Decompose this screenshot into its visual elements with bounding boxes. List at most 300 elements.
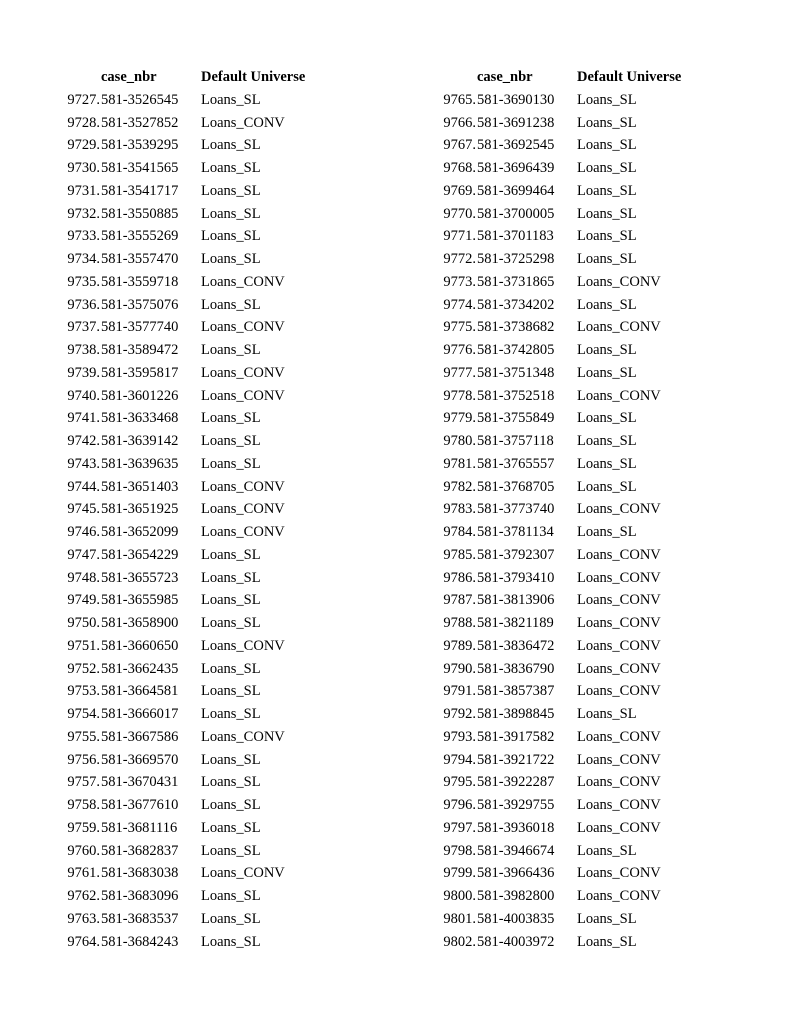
row-number: 9733.	[67, 228, 100, 245]
universe-cell: Loans_SL	[577, 91, 637, 108]
universe-cell: Loans_CONV	[577, 501, 661, 518]
table-row	[432, 840, 707, 863]
row-number: 9730.	[67, 160, 100, 176]
universe-cell: Loans_CONV	[201, 364, 285, 381]
table-row	[432, 612, 707, 635]
case-nbr-cell: 581-3701183	[477, 228, 554, 245]
universe-cell: Loans_SL	[201, 683, 261, 700]
universe-cell: Loans_CONV	[577, 273, 661, 290]
case-nbr-cell: 581-3681116	[101, 819, 178, 836]
row-number: 9798.	[443, 842, 476, 859]
row-number: 9770.	[443, 205, 476, 222]
universe-cell: Loans_CONV	[577, 615, 661, 631]
table-row	[432, 476, 707, 499]
right-table-body	[432, 89, 707, 954]
case-nbr-cell: 581-3633468	[101, 410, 179, 427]
table-row	[56, 840, 331, 863]
row-number: 9738.	[67, 342, 100, 358]
row-number: 9791.	[443, 683, 476, 700]
universe-cell: Loans_CONV	[577, 592, 661, 609]
row-number: 9795.	[443, 774, 476, 791]
row-number: 9727.	[67, 91, 100, 108]
universe-cell: Loans_SL	[201, 342, 261, 358]
table-row	[432, 544, 707, 567]
right-table	[432, 66, 707, 953]
row-number: 9744.	[67, 478, 100, 495]
universe-cell: Loans_SL	[201, 91, 261, 108]
row-number: 9794.	[443, 751, 476, 768]
row-number: 9728.	[67, 114, 100, 131]
case-nbr-cell: 581-3731865	[477, 273, 555, 290]
table-row	[56, 294, 331, 317]
universe-cell: Loans_SL	[201, 660, 261, 677]
row-number: 9772.	[443, 251, 476, 267]
table-row	[432, 362, 707, 385]
universe-cell: Loans_SL	[577, 524, 637, 540]
universe-cell: Loans_SL	[201, 819, 261, 836]
case-nbr-cell: 581-3652099	[101, 524, 179, 540]
universe-cell: Loans_CONV	[201, 319, 285, 336]
case-nbr-cell: 581-3541565	[101, 160, 179, 176]
case-nbr-cell: 581-3765557	[477, 455, 555, 472]
case-nbr-cell: 581-3725298	[477, 251, 555, 267]
universe-cell: Loans_CONV	[577, 819, 661, 836]
case-nbr-cell: 581-3559718	[101, 273, 179, 290]
row-number: 9734.	[67, 251, 100, 267]
row-number: 9792.	[443, 706, 476, 722]
row-number: 9784.	[443, 524, 476, 540]
row-number: 9742.	[67, 433, 100, 449]
table-row	[56, 453, 331, 476]
case-nbr-cell: 581-3670431	[101, 774, 179, 791]
case-nbr-cell: 581-3752518	[477, 387, 555, 404]
table-row	[56, 339, 331, 362]
table-row	[432, 567, 707, 590]
row-number: 9786.	[443, 569, 476, 586]
case-nbr-cell: 581-4003835	[477, 910, 555, 927]
case-nbr-cell: 581-3793410	[477, 569, 555, 586]
table-row	[56, 271, 331, 294]
case-nbr-cell: 581-3692545	[477, 137, 555, 154]
universe-cell: Loans_CONV	[201, 865, 285, 882]
row-number: 9783.	[443, 501, 476, 518]
case-nbr-cell: 581-3557470	[101, 251, 179, 267]
row-number: 9802.	[443, 933, 476, 950]
case-nbr-cell: 581-3601226	[101, 387, 179, 404]
case-nbr-cell: 581-3690130	[477, 91, 555, 108]
universe-cell: Loans_CONV	[577, 774, 661, 791]
universe-cell: Loans_CONV	[577, 728, 661, 745]
universe-cell: Loans_SL	[577, 114, 637, 131]
table-row	[56, 89, 331, 112]
row-number: 9779.	[443, 410, 476, 427]
row-number: 9740.	[67, 387, 100, 404]
universe-cell: Loans_CONV	[201, 114, 285, 131]
row-number-header	[56, 66, 101, 89]
universe-cell: Loans_SL	[577, 910, 637, 927]
table-row	[432, 885, 707, 908]
case-nbr-cell: 581-3651925	[101, 501, 179, 518]
row-number: 9739.	[67, 364, 100, 381]
case-nbr-cell: 581-3658900	[101, 615, 179, 631]
table-row	[432, 703, 707, 726]
case-nbr-cell: 581-3917582	[477, 728, 555, 745]
case-nbr-cell: 581-3550885	[101, 205, 179, 222]
table-row	[432, 589, 707, 612]
table-row	[432, 203, 707, 226]
universe-cell: Loans_CONV	[201, 478, 285, 495]
universe-cell: Loans_CONV	[577, 751, 661, 768]
row-number: 9781.	[443, 455, 476, 472]
case-nbr-cell: 581-3655985	[101, 592, 179, 609]
table-row	[56, 112, 331, 135]
case-nbr-cell: 581-3541717	[101, 182, 179, 199]
case-nbr-cell: 581-3575076	[101, 296, 179, 313]
case-nbr-cell: 581-3857387	[477, 683, 555, 700]
case-nbr-cell: 581-3683038	[101, 865, 179, 882]
table-row	[432, 749, 707, 772]
case-nbr-cell: 581-3742805	[477, 342, 555, 358]
table-row	[56, 407, 331, 430]
table-row	[56, 225, 331, 248]
row-number: 9760.	[67, 842, 100, 859]
universe-cell: Loans_SL	[201, 296, 261, 313]
case-nbr-cell: 581-3966436	[477, 865, 555, 882]
table-row	[432, 157, 707, 180]
table-row	[432, 180, 707, 203]
case-nbr-cell: 581-3836790	[477, 660, 555, 677]
table-row	[56, 157, 331, 180]
universe-cell: Loans_SL	[577, 410, 637, 427]
universe-cell: Loans_SL	[577, 160, 637, 176]
case-nbr-cell: 581-3555269	[101, 228, 179, 245]
case-nbr-cell: 581-3655723	[101, 569, 179, 586]
table-row	[56, 680, 331, 703]
table-row	[432, 316, 707, 339]
case-nbr-cell: 581-3654229	[101, 546, 179, 563]
case-nbr-header: case_nbr	[101, 69, 157, 85]
universe-cell: Loans_CONV	[577, 319, 661, 336]
row-number: 9796.	[443, 797, 476, 813]
table-row	[432, 453, 707, 476]
left-table-body	[56, 89, 331, 954]
case-nbr-cell: 581-4003972	[477, 933, 555, 950]
row-number: 9754.	[67, 706, 100, 722]
case-nbr-cell: 581-3664581	[101, 683, 179, 700]
table-row	[432, 112, 707, 135]
case-nbr-cell: 581-3683096	[101, 888, 179, 904]
case-nbr-cell: 581-3660650	[101, 637, 179, 654]
universe-cell: Loans_CONV	[201, 524, 285, 540]
row-number: 9793.	[443, 728, 476, 745]
default-universe-header: Default Universe	[577, 69, 682, 85]
table-row	[432, 794, 707, 817]
row-number: 9758.	[67, 797, 100, 813]
universe-cell: Loans_SL	[201, 546, 261, 563]
universe-cell: Loans_SL	[577, 205, 637, 222]
universe-cell: Loans_SL	[577, 251, 637, 267]
universe-cell: Loans_CONV	[577, 683, 661, 700]
row-number: 9753.	[67, 683, 100, 700]
case-nbr-cell: 581-3700005	[477, 205, 555, 222]
table-row	[56, 817, 331, 840]
table-row	[56, 771, 331, 794]
universe-cell: Loans_CONV	[577, 387, 661, 404]
universe-cell: Loans_SL	[201, 706, 261, 722]
universe-cell: Loans_SL	[201, 615, 261, 631]
universe-cell: Loans_SL	[201, 455, 261, 472]
case-nbr-cell: 581-3527852	[101, 114, 179, 131]
universe-cell: Loans_SL	[201, 251, 261, 267]
row-number: 9787.	[443, 592, 476, 609]
case-nbr-cell: 581-3738682	[477, 319, 555, 336]
case-nbr-cell: 581-3684243	[101, 933, 179, 950]
row-number: 9761.	[67, 865, 100, 882]
row-number: 9766.	[443, 114, 476, 131]
table-row	[56, 385, 331, 408]
case-nbr-cell: 581-3773740	[477, 501, 555, 518]
table-row	[432, 89, 707, 112]
table-row	[432, 680, 707, 703]
row-number: 9748.	[67, 569, 100, 586]
table-row	[56, 908, 331, 931]
row-number: 9763.	[67, 910, 100, 927]
case-nbr-cell: 581-3595817	[101, 364, 179, 381]
row-number: 9731.	[67, 182, 100, 199]
row-number: 9789.	[443, 637, 476, 654]
universe-cell: Loans_SL	[201, 160, 261, 176]
case-nbr-cell: 581-3669570	[101, 751, 179, 768]
case-nbr-cell: 581-3898845	[477, 706, 555, 722]
universe-cell: Loans_SL	[577, 933, 637, 950]
row-number: 9747.	[67, 546, 100, 563]
case-nbr-cell: 581-3813906	[477, 592, 555, 609]
case-nbr-cell: 581-3755849	[477, 410, 555, 427]
table-row	[432, 407, 707, 430]
row-number: 9790.	[443, 660, 476, 677]
row-number: 9743.	[67, 455, 100, 472]
table-row	[56, 794, 331, 817]
universe-cell: Loans_SL	[201, 910, 261, 927]
universe-cell: Loans_SL	[201, 774, 261, 791]
row-number: 9745.	[67, 501, 100, 518]
table-row	[56, 749, 331, 772]
universe-cell: Loans_SL	[577, 478, 637, 495]
left-table	[56, 66, 331, 953]
row-number: 9797.	[443, 819, 476, 836]
table-row	[56, 862, 331, 885]
case-nbr-cell: 581-3946674	[477, 842, 555, 859]
universe-cell: Loans_CONV	[577, 660, 661, 677]
universe-cell: Loans_CONV	[201, 273, 285, 290]
case-nbr-cell: 581-3792307	[477, 546, 555, 563]
universe-cell: Loans_SL	[577, 296, 637, 313]
table-row	[56, 430, 331, 453]
table-row	[432, 498, 707, 521]
case-nbr-cell: 581-3982800	[477, 888, 555, 904]
row-number: 9782.	[443, 478, 476, 495]
table-row	[432, 430, 707, 453]
case-nbr-cell: 581-3768705	[477, 478, 555, 495]
table-row	[56, 635, 331, 658]
case-nbr-cell: 581-3921722	[477, 751, 555, 768]
row-number: 9801.	[443, 910, 476, 927]
table-row	[432, 248, 707, 271]
case-nbr-cell: 581-3936018	[477, 819, 555, 836]
case-nbr-cell: 581-3781134	[477, 524, 554, 540]
row-number: 9776.	[443, 342, 476, 358]
right-table-column	[432, 66, 707, 953]
row-number: 9771.	[443, 228, 476, 245]
case-nbr-cell: 581-3691238	[477, 114, 555, 131]
case-nbr-cell: 581-3662435	[101, 660, 179, 677]
table-row	[432, 294, 707, 317]
table-row	[56, 316, 331, 339]
table-row	[56, 726, 331, 749]
universe-cell: Loans_CONV	[577, 637, 661, 654]
table-row	[432, 339, 707, 362]
case-nbr-cell: 581-3639635	[101, 455, 179, 472]
universe-cell: Loans_SL	[201, 842, 261, 859]
table-row	[432, 931, 707, 954]
table-row	[432, 658, 707, 681]
case-nbr-cell: 581-3539295	[101, 137, 179, 154]
case-nbr-cell: 581-3929755	[477, 797, 555, 813]
universe-cell: Loans_SL	[577, 137, 637, 154]
row-number: 9788.	[443, 615, 476, 631]
row-number: 9785.	[443, 546, 476, 563]
row-number: 9737.	[67, 319, 100, 336]
case-nbr-cell: 581-3757118	[477, 433, 554, 449]
universe-cell: Loans_SL	[577, 228, 637, 245]
case-nbr-cell: 581-3922287	[477, 774, 555, 791]
table-row	[56, 612, 331, 635]
universe-cell: Loans_CONV	[201, 728, 285, 745]
universe-cell: Loans_CONV	[577, 888, 661, 904]
table-row	[56, 134, 331, 157]
universe-cell: Loans_SL	[577, 706, 637, 722]
universe-cell: Loans_SL	[201, 410, 261, 427]
row-number: 9735.	[67, 273, 100, 290]
header-row	[56, 66, 331, 89]
case-nbr-cell: 581-3651403	[101, 478, 179, 495]
case-nbr-cell: 581-3577740	[101, 319, 179, 336]
case-nbr-cell: 581-3639142	[101, 433, 179, 449]
universe-cell: Loans_SL	[201, 569, 261, 586]
universe-cell: Loans_SL	[201, 933, 261, 950]
case-nbr-cell: 581-3677610	[101, 797, 179, 813]
row-number-header	[432, 66, 477, 89]
row-number: 9750.	[67, 615, 100, 631]
row-number: 9780.	[443, 433, 476, 449]
row-number: 9774.	[443, 296, 476, 313]
table-row	[56, 498, 331, 521]
case-nbr-cell: 581-3696439	[477, 160, 555, 176]
universe-cell: Loans_SL	[577, 182, 637, 199]
row-number: 9767.	[443, 137, 476, 154]
row-number: 9759.	[67, 819, 100, 836]
row-number: 9799.	[443, 865, 476, 882]
table-row	[56, 248, 331, 271]
universe-cell: Loans_CONV	[577, 546, 661, 563]
table-row	[432, 908, 707, 931]
case-nbr-cell: 581-3526545	[101, 91, 179, 108]
universe-cell: Loans_SL	[201, 797, 261, 813]
table-row	[432, 771, 707, 794]
table-row	[56, 544, 331, 567]
table-row	[432, 385, 707, 408]
table-row	[432, 635, 707, 658]
row-number: 9741.	[67, 410, 100, 427]
case-nbr-cell: 581-3751348	[477, 364, 555, 381]
universe-cell: Loans_CONV	[201, 501, 285, 518]
universe-cell: Loans_CONV	[577, 797, 661, 813]
row-number: 9800.	[443, 888, 476, 904]
case-nbr-cell: 581-3666017	[101, 706, 179, 722]
universe-cell: Loans_SL	[577, 364, 637, 381]
table-row	[432, 225, 707, 248]
universe-cell: Loans_SL	[201, 751, 261, 768]
row-number: 9777.	[443, 364, 476, 381]
universe-cell: Loans_SL	[577, 342, 637, 358]
row-number: 9749.	[67, 592, 100, 609]
universe-cell: Loans_SL	[201, 433, 261, 449]
row-number: 9752.	[67, 660, 100, 677]
universe-cell: Loans_SL	[201, 592, 261, 609]
universe-cell: Loans_CONV	[201, 387, 285, 404]
row-number: 9757.	[67, 774, 100, 791]
case-nbr-cell: 581-3836472	[477, 637, 555, 654]
table-row	[56, 589, 331, 612]
universe-cell: Loans_CONV	[201, 637, 285, 654]
table-row	[432, 862, 707, 885]
table-row	[432, 726, 707, 749]
table-row	[56, 180, 331, 203]
table-row	[56, 476, 331, 499]
table-row	[56, 362, 331, 385]
case-nbr-cell: 581-3734202	[477, 296, 555, 313]
table-row	[432, 521, 707, 544]
row-number: 9775.	[443, 319, 476, 336]
case-nbr-cell: 581-3589472	[101, 342, 179, 358]
universe-cell: Loans_CONV	[577, 865, 661, 882]
row-number: 9729.	[67, 137, 100, 154]
universe-cell: Loans_SL	[577, 455, 637, 472]
row-number: 9751.	[67, 637, 100, 654]
universe-cell: Loans_SL	[201, 888, 261, 904]
default-universe-header: Default Universe	[201, 69, 306, 85]
row-number: 9765.	[443, 91, 476, 108]
table-row	[432, 817, 707, 840]
table-row	[432, 134, 707, 157]
table-row	[56, 567, 331, 590]
header-row	[432, 66, 707, 89]
case-nbr-cell: 581-3821189	[477, 615, 554, 631]
case-nbr-cell: 581-3699464	[477, 182, 555, 199]
row-number: 9755.	[67, 728, 100, 745]
universe-cell: Loans_SL	[201, 137, 261, 154]
table-row	[432, 271, 707, 294]
universe-cell: Loans_SL	[201, 182, 261, 199]
table-row	[56, 931, 331, 954]
row-number: 9762.	[67, 888, 100, 904]
row-number: 9736.	[67, 296, 100, 313]
table-row	[56, 203, 331, 226]
left-table-column	[56, 66, 331, 953]
row-number: 9768.	[443, 160, 476, 176]
case-nbr-cell: 581-3682837	[101, 842, 179, 859]
row-number: 9773.	[443, 273, 476, 290]
